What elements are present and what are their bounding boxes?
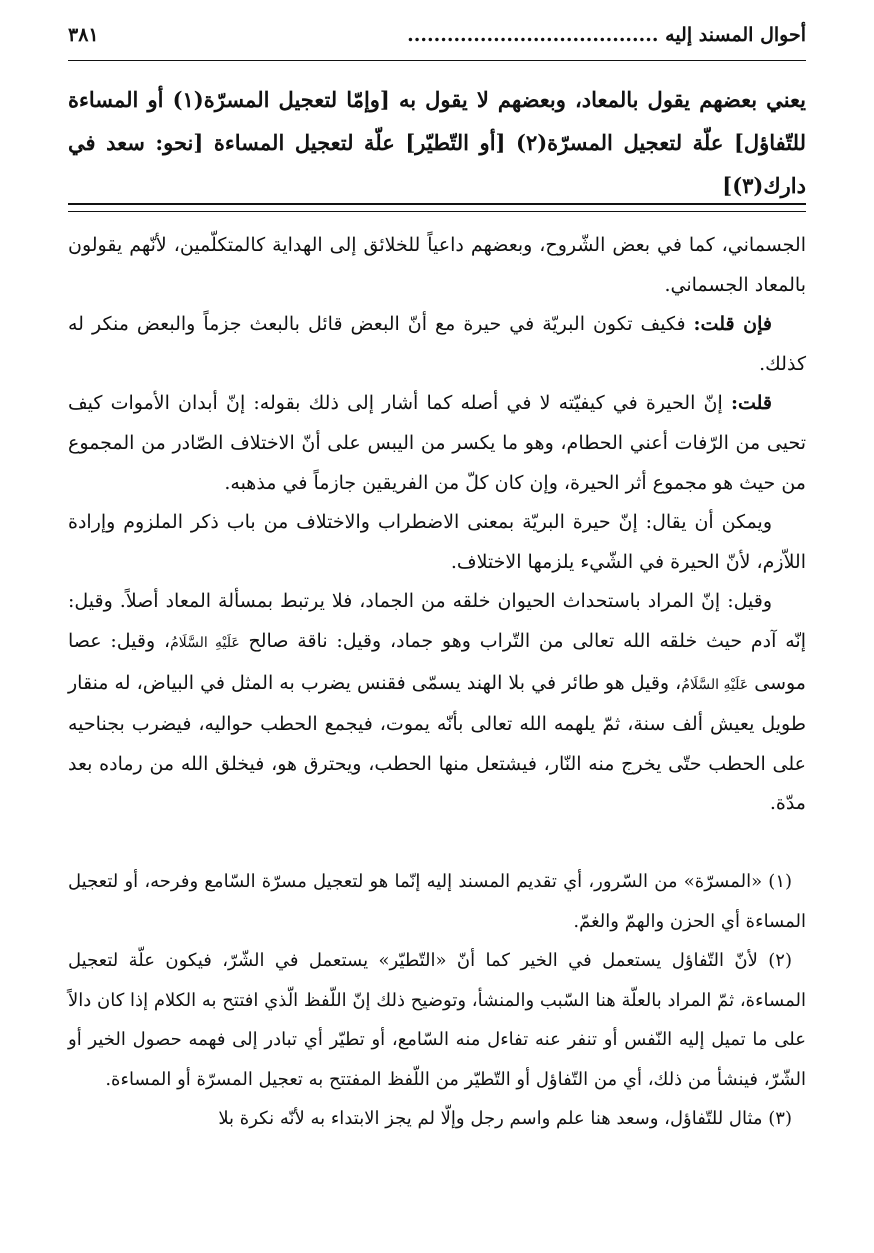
main-text	[68, 78, 806, 207]
paragraph-text: ويمكن أن يقال: إنّ حيرة البريّة بمعنى الاضطراب والاختلاف من باب ذكر الملزوم وإرادة اللاّزم، لأنّ الحيرة في الشّيء يلزمها الاختلاف.	[68, 511, 806, 573]
commentary-paragraph	[68, 226, 806, 305]
double-rule-divider	[68, 203, 806, 212]
commentary-paragraph	[68, 503, 806, 582]
paragraph-text: الجسماني، كما في بعض الشّروح، وبعضهم داعياً للخلائق إلى الهداية كالمتكلّمين، لأنّهم يقولون بالمعاد الجسماني.	[68, 234, 806, 296]
footnote-text: (٣) مثال للتّفاؤل، وسعد هنا علم واسم رجل وإلّا لم يجز الابتداء به لأنّه نكرة بلا	[218, 1108, 792, 1129]
commentary-section	[68, 226, 806, 824]
page-number: ٣٨١	[68, 24, 99, 46]
footnote-text: (١) «المسرّة» من السّرور، أي تقديم المسند إليه إنّما هو لتعجيل مسرّة السّامع وفرحه، أو لتعجيل المساءة أي الحزن والهمّ والغمّ.	[68, 871, 806, 932]
leader-dots: ......................................	[407, 24, 659, 46]
footnote-text: (٢) لأنّ التّفاؤل يستعمل في الخير كما أنّ «التّطيّر» يستعمل في الشّرّ، فيكون علّة لتعجيل المساءة، ثمّ المراد بالعلّة هنا السّبب والمنشأ، وتوضيح ذلك إنّ اللّفظ الّذي افتتح به الكلام إذا كان دالاً على ما تميل إليه النّفس أو تنفر عنه تفاءل منه السّامع، أو تطيّر أي تبادر إلى فهمه حصول الخير أو الشّرّ، فينشأ من ذلك، أي من التّفاؤل أو التّطيّر من اللّفظ المفتتح به تعجيل المسرّة أو المساءة.	[68, 950, 806, 1090]
question-lead: فإن قلت:	[693, 313, 773, 336]
chapter-title-text: أحوال المسند إليه	[665, 24, 806, 46]
answer-lead: قلت:	[730, 392, 772, 415]
footnote	[68, 941, 806, 1099]
commentary-paragraph	[68, 582, 806, 824]
chapter-title	[407, 24, 806, 46]
main-text-body: يعني بعضهم يقول بالمعاد، وبعضهم لا يقول به [وإمّا لتعجيل المسرّة(١) أو المساءة للتّفاؤل] علّة لتعجيل المسرّة(٢) [أو التّطيّر] علّة لتعجيل المساءة [نحو: سعد في دارك(٣)]	[68, 87, 807, 198]
honorific-glyph: عَلَيْهِ السَّلَامُ	[681, 676, 749, 693]
footnote	[68, 862, 806, 941]
paragraph-text: ، وقيل: عصا موسى	[68, 629, 806, 694]
footnote	[68, 1099, 806, 1139]
honorific-glyph: عَلَيْهِ السَّلَامُ	[170, 634, 240, 651]
paragraph-text: وقيل: إنّ المراد باستحداث الحيوان خلقه من الجماد، فلا يرتبط بمسألة المعاد أصلاً. وقيل: إنّه آدم حيث خلقه الله تعالى من التّراب وهو جماد، وقيل: ناقة صالح	[68, 590, 806, 652]
paragraph-text: ، وقيل هو طائر في بلا الهند يسمّى فقنس يضرب به المثل في البياض، له منقار طويل يعيش ألف سنة، ثمّ يلهمه الله تعالى بأنّه يموت، فيجمع الحطب حواليه، فيضرب بجناحيه على الحطب حتّى يخرج منه النّار، فيشتعل منها الحطب، ويحترق هو، فيخلق الله من رماده بعد مدّة.	[68, 671, 806, 815]
commentary-paragraph	[68, 384, 806, 503]
paragraph-text: فكيف تكون البريّة في حيرة مع أنّ البعض قائل بالبعث جزماً والبعض منكر له كذلك.	[68, 313, 806, 375]
running-header	[68, 18, 806, 52]
header-rule	[68, 60, 806, 61]
commentary-paragraph	[68, 305, 806, 384]
paragraph-text: إنّ الحيرة في كيفيّته لا في أصله كما أشار إلى ذلك بقوله: إنّ أبدان الأموات كيف تحيى من الرّفات أعني الحطام، وهو ما يكسر من اليبس على أنّ الاختلاف الصّادر من المجموع من حيث هو مجموع أثر الحيرة، وإن كان كلّ من الفريقين جازماً في مذهبه.	[68, 392, 806, 494]
footnotes-section	[68, 862, 806, 1139]
